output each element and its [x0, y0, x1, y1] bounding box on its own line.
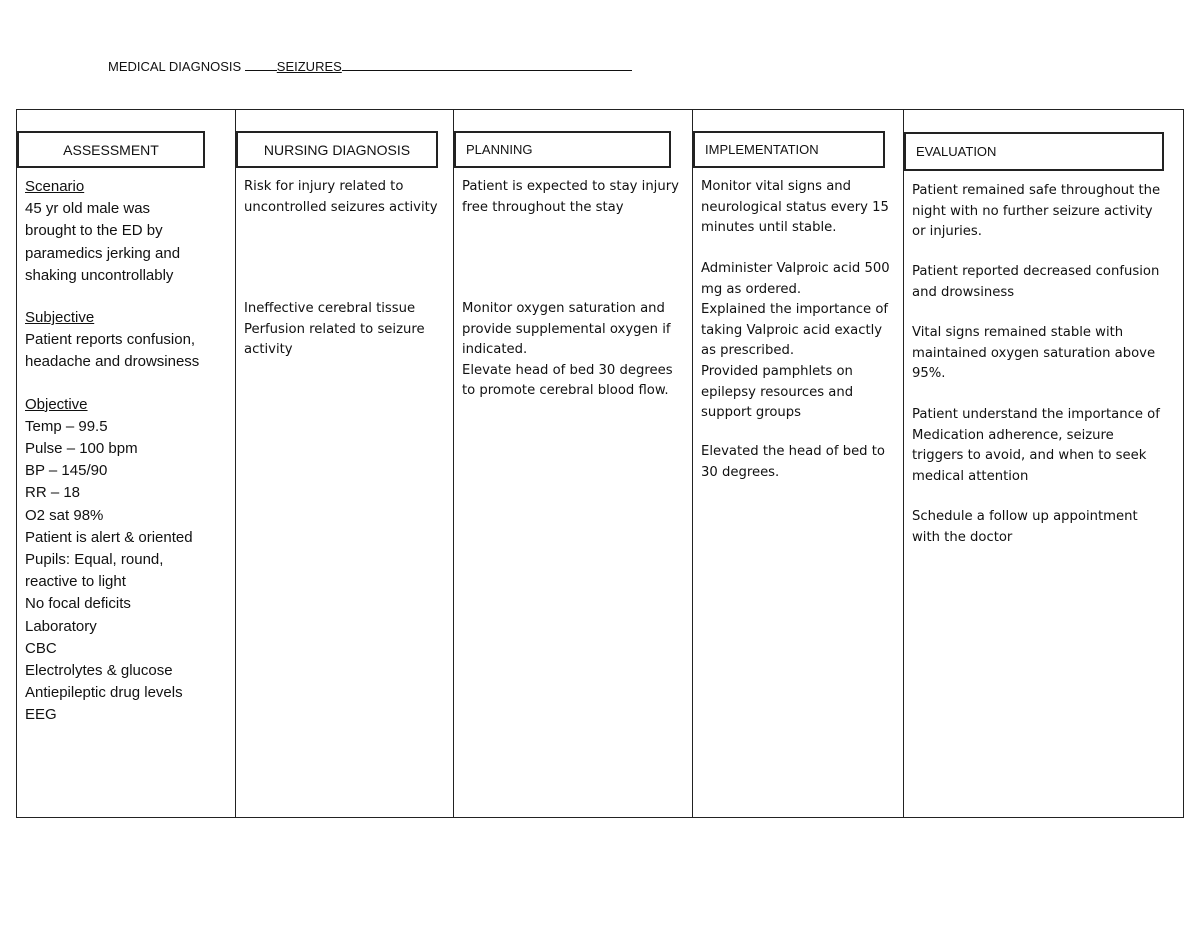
evaluation-2	[912, 262, 1184, 303]
text-line: headache and drowsiness	[25, 353, 200, 371]
plan-1	[462, 177, 692, 218]
evaluation-4	[912, 405, 1184, 487]
text-line: Pulse – 100 bpm	[25, 440, 138, 458]
text-line: indicated.	[462, 342, 528, 358]
text-line: medical attention	[912, 468, 1029, 484]
text-line: minutes until stable.	[701, 220, 837, 236]
text-line: reactive to light	[25, 573, 126, 591]
text-line: Patient remained safe throughout the	[912, 183, 1161, 198]
text-line: to promote cerebral blood flow.	[462, 383, 669, 399]
text-line: Monitor vital signs and	[701, 179, 852, 194]
text-line: BP – 145/90	[25, 462, 108, 480]
nursing-diagnosis-title: NURSING DIAGNOSIS	[263, 141, 411, 158]
text-line: Patient understand the importance of	[912, 407, 1160, 422]
blank-line	[342, 58, 632, 71]
text-line: or injuries.	[912, 224, 982, 240]
medical-diagnosis-value: SEIZURES	[276, 59, 342, 74]
evaluation-title: EVALUATION	[916, 144, 997, 159]
text-line: 30 degrees.	[701, 464, 780, 480]
evaluation-column	[904, 110, 1185, 817]
evaluation-header	[904, 132, 1164, 171]
implementation-2	[701, 259, 903, 424]
implementation-header	[693, 131, 885, 168]
text-line: Administer Valproic acid 500	[701, 261, 890, 276]
text-line: free throughout the stay	[462, 199, 624, 215]
text-line: Monitor oxygen saturation and	[462, 301, 665, 316]
text-line: brought to the ED by	[25, 222, 163, 240]
blank-line	[245, 58, 277, 71]
text-line: activity	[244, 342, 293, 358]
planning-title: PLANNING	[466, 142, 533, 157]
text-line: Perfusion related to seizure	[244, 321, 425, 337]
medical-diagnosis-header	[108, 58, 632, 74]
text-line: maintained oxygen saturation above	[912, 345, 1156, 361]
text-line: Risk for injury related to	[244, 179, 404, 194]
text-line: Patient reports confusion,	[25, 331, 196, 349]
text-line: epilepsy resources and	[701, 384, 854, 400]
planning-header	[454, 131, 671, 168]
implementation-3	[701, 442, 903, 483]
text-line: Pupils: Equal, round,	[25, 551, 164, 569]
evaluation-1	[912, 181, 1184, 243]
text-line: No focal deficits	[25, 595, 131, 613]
text-line: EEG	[25, 706, 57, 724]
text-line: night with no further seizure activity	[912, 203, 1153, 219]
assessment-title: ASSESSMENT	[63, 141, 159, 158]
implementation-title: IMPLEMENTATION	[705, 142, 819, 157]
text-line: Provided pamphlets on	[701, 363, 853, 379]
subjective-text	[25, 329, 233, 373]
implementation-1	[701, 177, 903, 239]
plan-2	[462, 299, 692, 402]
text-line: Elevated the head of bed to	[701, 444, 885, 459]
text-line: 95%.	[912, 366, 946, 382]
text-line: support groups	[701, 405, 801, 421]
evaluation-5	[912, 507, 1184, 548]
text-line: Patient reported decreased confusion	[912, 264, 1160, 279]
text-line: taking Valproic acid exactly	[701, 322, 883, 338]
text-line: Explained the importance of	[701, 302, 889, 318]
care-plan-table	[16, 109, 1184, 818]
nursing-diagnosis-header	[236, 131, 438, 168]
assessment-content	[25, 176, 233, 727]
text-line: O2 sat 98%	[25, 506, 104, 524]
text-line: Schedule a follow up appointment	[912, 509, 1138, 524]
text-line: mg as ordered.	[701, 281, 802, 297]
diagnosis-1	[244, 177, 450, 218]
text-line: 45 yr old male was	[25, 200, 151, 218]
text-line: CBC	[25, 639, 57, 657]
scenario-text	[25, 198, 233, 287]
medical-diagnosis-label: MEDICAL DIAGNOSIS	[108, 59, 242, 74]
text-line: RR – 18	[25, 484, 81, 502]
text-line: as prescribed.	[701, 343, 795, 359]
text-line: Elevate head of bed 30 degrees	[462, 362, 673, 378]
text-line: Antiepileptic drug levels	[25, 684, 183, 702]
planning-column	[454, 110, 693, 817]
objective-heading: Objective	[25, 395, 88, 413]
text-line: Laboratory	[25, 617, 97, 635]
text-line: and drowsiness	[912, 284, 1015, 300]
assessment-column	[17, 110, 236, 817]
diagnosis-2	[244, 299, 450, 361]
text-line: provide supplemental oxygen if	[462, 321, 671, 337]
text-line: Vital signs remained stable with	[912, 325, 1124, 340]
objective-list	[25, 416, 233, 727]
scenario-heading: Scenario	[25, 178, 85, 195]
text-line: with the doctor	[912, 529, 1013, 545]
text-line: shaking uncontrollably	[25, 266, 174, 284]
text-line: Medication adherence, seizure	[912, 427, 1114, 443]
text-line: Electrolytes & glucose	[25, 662, 173, 680]
text-line: Patient is alert & oriented	[25, 528, 193, 546]
text-line: triggers to avoid, and when to seek	[912, 448, 1147, 464]
text-line: Patient is expected to stay injury	[462, 179, 679, 194]
text-line: Ineffective cerebral tissue	[244, 301, 416, 316]
evaluation-3	[912, 323, 1184, 385]
text-line: neurological status every 15	[701, 199, 889, 215]
text-line: paramedics jerking and	[25, 244, 181, 262]
text-line: uncontrolled seizures activity	[244, 199, 438, 215]
implementation-column	[693, 110, 904, 817]
assessment-header	[17, 131, 205, 168]
subjective-heading: Subjective	[25, 309, 95, 327]
nursing-diagnosis-column	[236, 110, 454, 817]
text-line: Temp – 99.5	[25, 417, 108, 435]
